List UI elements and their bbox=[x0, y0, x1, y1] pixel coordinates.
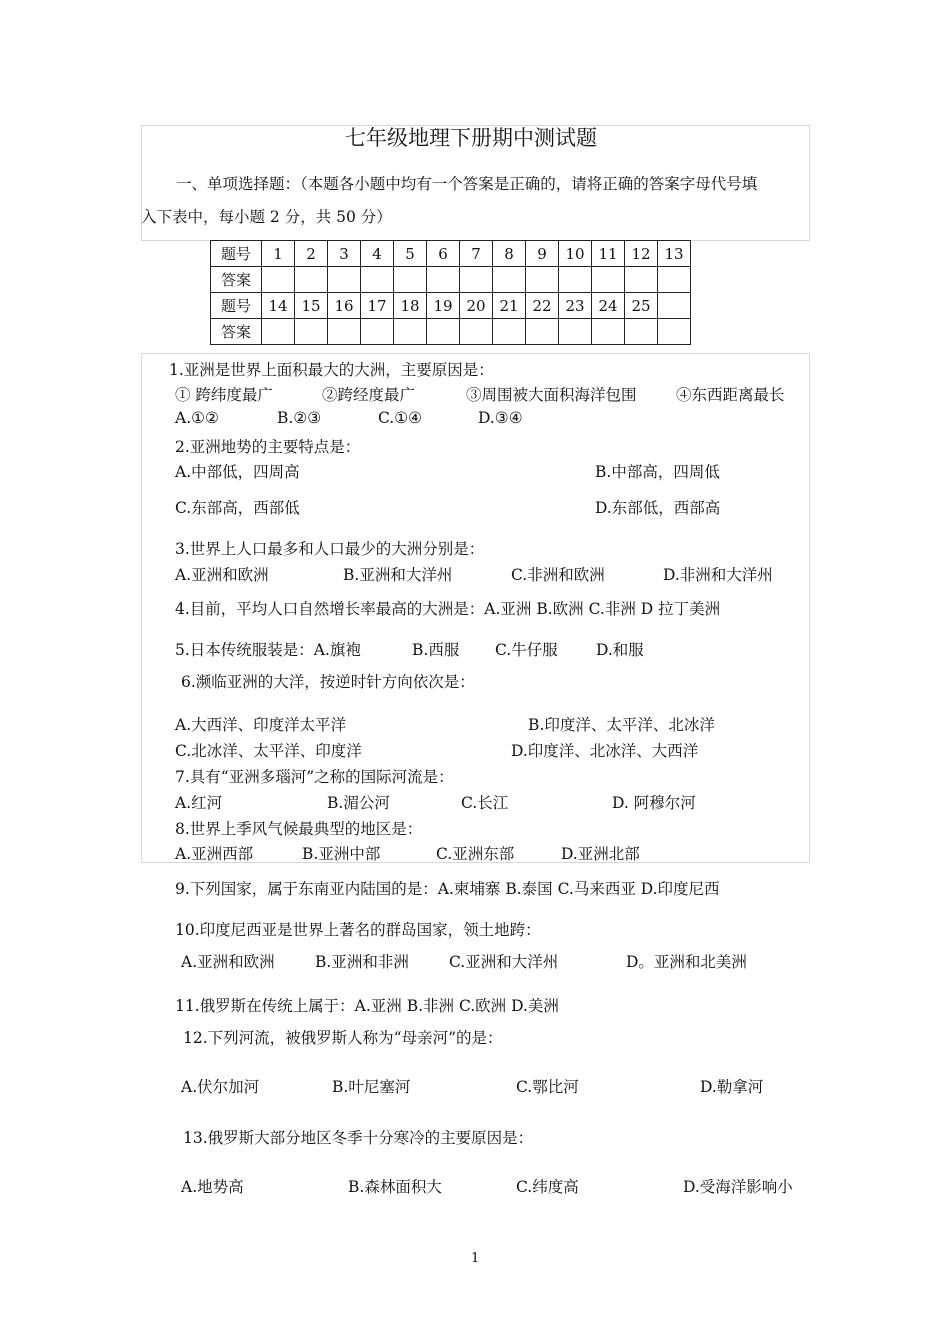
question-8-option-d: D.亚洲北部 bbox=[561, 845, 640, 863]
question-8-option-a: A.亚洲西部 bbox=[175, 845, 254, 863]
answer-cell[interactable] bbox=[361, 267, 394, 293]
answer-cell[interactable] bbox=[328, 319, 361, 345]
question-11: 11.俄罗斯在传统上属于：A.亚洲 B.非洲 C.欧洲 D.美洲 bbox=[175, 997, 559, 1015]
table-row: 题号 1 2 3 4 5 6 7 8 9 10 11 12 13 bbox=[211, 241, 691, 267]
question-5-option-d: D.和服 bbox=[596, 641, 644, 659]
question-2-option-c: C.东部高，西部低 bbox=[175, 499, 300, 517]
question-5-option-c: C.牛仔服 bbox=[495, 641, 558, 659]
answer-table bbox=[210, 240, 691, 345]
question-1-option-b: B.②③ bbox=[277, 409, 322, 427]
answer-cell[interactable] bbox=[460, 267, 493, 293]
answer-cell[interactable] bbox=[625, 267, 658, 293]
question-10-stem: 10.印度尼西亚是世界上著名的群岛国家，领土地跨： bbox=[175, 921, 541, 939]
question-13-option-b: B.森林面积大 bbox=[348, 1178, 442, 1196]
question-2-option-d: D.东部低，西部高 bbox=[595, 499, 721, 517]
table-row: 答案 bbox=[211, 267, 691, 293]
answer-cell[interactable] bbox=[427, 267, 460, 293]
question-3-stem: 3.世界上人口最多和人口最少的大洲分别是： bbox=[175, 540, 485, 558]
question-6-option-a: A.大西洋、印度洋太平洋 bbox=[175, 716, 347, 734]
question-3-option-a: A.亚洲和欧洲 bbox=[175, 566, 269, 584]
question-3-option-c: C.非洲和欧洲 bbox=[511, 566, 605, 584]
answer-cell[interactable] bbox=[658, 267, 691, 293]
answer-cell[interactable] bbox=[658, 319, 691, 345]
question-2-option-a: A.中部低，四周高 bbox=[175, 463, 300, 481]
answer-cell[interactable] bbox=[427, 319, 460, 345]
question-10-option-c: C.亚洲和大洋州 bbox=[449, 953, 559, 971]
question-6-option-c: C.北冰洋、太平洋、印度洋 bbox=[175, 742, 362, 760]
answer-cell[interactable] bbox=[526, 267, 559, 293]
answer-cell[interactable] bbox=[361, 319, 394, 345]
question-5-stem: 5.日本传统服装是：A.旗袍 bbox=[175, 641, 361, 659]
question-2-option-b: B.中部高，四周低 bbox=[595, 463, 720, 481]
answer-cell[interactable] bbox=[493, 267, 526, 293]
question-5-option-b: B.西服 bbox=[412, 641, 460, 659]
answer-cell[interactable] bbox=[592, 319, 625, 345]
question-3-option-d: D.非洲和大洋州 bbox=[663, 566, 773, 584]
question-2-stem: 2.亚洲地势的主要特点是： bbox=[175, 438, 361, 456]
question-10-option-b: B.亚洲和非洲 bbox=[315, 953, 409, 971]
question-13-option-a: A.地势高 bbox=[181, 1178, 244, 1196]
section-instruction-line2: 入下表中，每小题 2 分，共 50 分） bbox=[141, 208, 392, 226]
answer-cell[interactable] bbox=[526, 319, 559, 345]
question-1-option-a: A.①② bbox=[175, 409, 219, 427]
question-8-option-c: C.亚洲东部 bbox=[436, 845, 515, 863]
page-number: 1 bbox=[471, 1251, 480, 1266]
answer-cell[interactable] bbox=[295, 267, 328, 293]
question-10-option-a: A.亚洲和欧洲 bbox=[181, 953, 275, 971]
question-10-option-d: D。亚洲和北美洲 bbox=[626, 953, 747, 971]
question-1-statement: ④东西距离最长 bbox=[676, 386, 785, 404]
answer-cell[interactable] bbox=[394, 319, 427, 345]
question-7-option-a: A.红河 bbox=[175, 794, 223, 812]
answer-cell[interactable] bbox=[460, 319, 493, 345]
question-1-option-d: D.③④ bbox=[478, 409, 523, 427]
question-13-stem: 13.俄罗斯大部分地区冬季十分寒冷的主要原因是： bbox=[183, 1129, 534, 1147]
question-9: 9.下列国家，属于东南亚内陆国的是：A.柬埔寨 B.泰国 C.马来西亚 D.印度尼西 bbox=[175, 880, 720, 898]
answer-cell[interactable] bbox=[559, 267, 592, 293]
question-6-stem: 6.濒临亚洲的大洋，按逆时针方向依次是： bbox=[181, 673, 475, 691]
question-12-option-c: C.鄂比河 bbox=[516, 1078, 579, 1096]
question-1-stem: 1.亚洲是世界上面积最大的大洲，主要原因是： bbox=[169, 361, 494, 379]
question-7-option-d: D. 阿穆尔河 bbox=[612, 794, 696, 812]
section-instruction-line1: 一、单项选择题：（本题各小题中均有一个答案是正确的，请将正确的答案字母代号填 bbox=[176, 175, 758, 193]
answer-cell[interactable] bbox=[625, 319, 658, 345]
question-12-option-d: D.勒拿河 bbox=[700, 1078, 764, 1096]
question-7-stem: 7.具有“亚洲多瑙河”之称的国际河流是： bbox=[175, 768, 454, 786]
question-13-option-c: C.纬度高 bbox=[516, 1178, 579, 1196]
question-3-option-b: B.亚洲和大洋州 bbox=[343, 566, 453, 584]
question-1-option-c: C.①④ bbox=[378, 409, 423, 427]
answer-cell[interactable] bbox=[493, 319, 526, 345]
question-1-statement: ③周围被大面积海洋包围 bbox=[466, 386, 637, 404]
question-8-stem: 8.世界上季风气候最典型的地区是： bbox=[175, 820, 423, 838]
question-12-option-b: B.叶尼塞河 bbox=[332, 1078, 411, 1096]
question-7-option-b: B.湄公河 bbox=[327, 794, 390, 812]
question-1-statement: ②跨经度最广 bbox=[322, 386, 416, 404]
question-1-statement: ① 跨纬度最广 bbox=[175, 386, 273, 404]
answer-cell[interactable] bbox=[295, 319, 328, 345]
answer-cell[interactable] bbox=[394, 267, 427, 293]
question-12-stem: 12.下列河流，被俄罗斯人称为“母亲河”的是： bbox=[183, 1029, 503, 1047]
question-6-option-d: D.印度洋、北冰洋、大西洋 bbox=[511, 742, 699, 760]
question-4: 4.目前，平均人口自然增长率最高的大洲是：A.亚洲 B.欧洲 C.非洲 D 拉丁美洲 bbox=[175, 600, 721, 618]
answer-cell[interactable] bbox=[559, 319, 592, 345]
answer-cell[interactable] bbox=[262, 319, 295, 345]
answer-cell[interactable] bbox=[262, 267, 295, 293]
question-12-option-a: A.伏尔加河 bbox=[181, 1078, 260, 1096]
answer-cell[interactable] bbox=[592, 267, 625, 293]
page-title: 七年级地理下册期中测试题 bbox=[345, 126, 597, 150]
answer-cell[interactable] bbox=[328, 267, 361, 293]
table-row: 题号 14 15 16 17 18 19 20 21 22 23 24 25 bbox=[211, 293, 691, 319]
question-7-option-c: C.长江 bbox=[461, 794, 509, 812]
question-6-option-b: B.印度洋、太平洋、北冰洋 bbox=[528, 716, 715, 734]
table-row: 答案 bbox=[211, 319, 691, 345]
question-8-option-b: B.亚洲中部 bbox=[302, 845, 381, 863]
question-13-option-d: D.受海洋影响小 bbox=[683, 1178, 793, 1196]
